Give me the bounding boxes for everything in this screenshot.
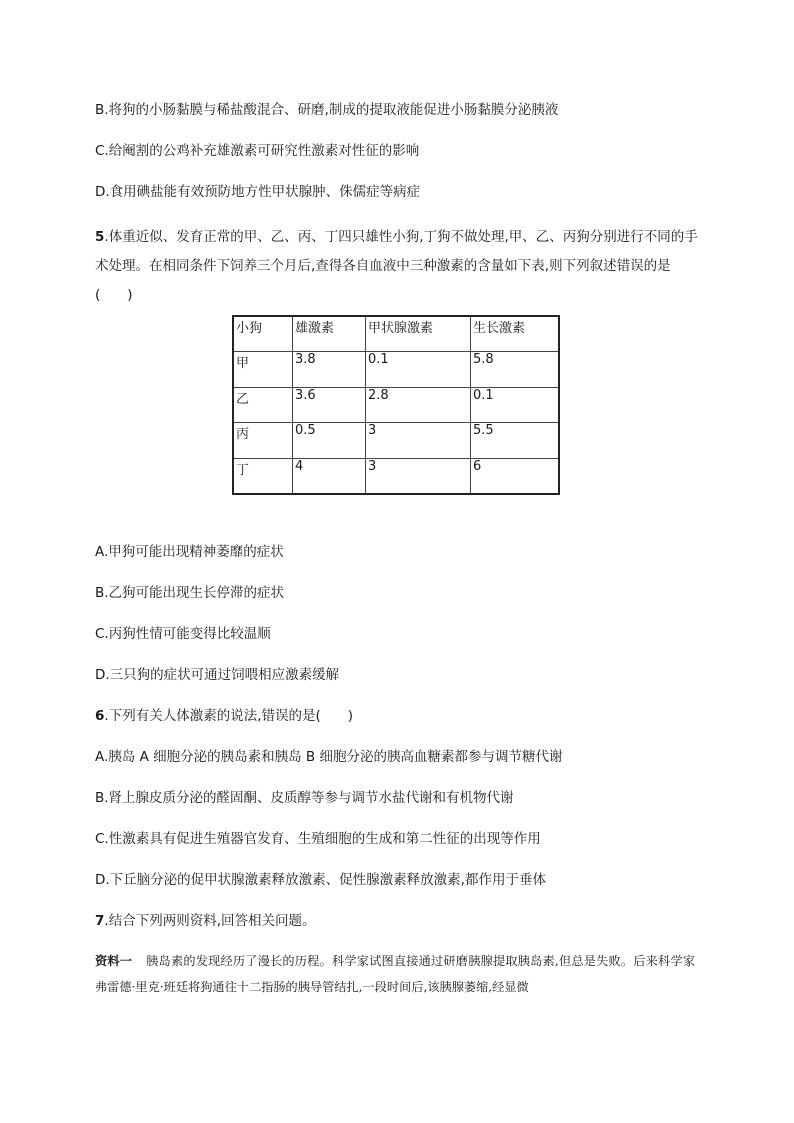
q5-stem-text: .体重近似、发育正常的甲、乙、丙、丁四只雄性小狗,丁狗不做处理,甲、乙、丙狗分别进行不同的手术处理。在相同条件下饲养三个月后,查得各自血液中三种激素的含量如下表,则下列叙述错误的是( ) bbox=[95, 229, 698, 303]
q4-option-b: B.将狗的小肠黏膜与稀盐酸混合、研磨,制成的提取液能促进小肠黏膜分泌胰液 bbox=[95, 102, 559, 118]
table-cell: 0.5 bbox=[293, 423, 366, 458]
table-cell: 5.5 bbox=[471, 423, 560, 458]
table-header: 小狗 bbox=[233, 316, 293, 352]
material-tag: 资料一 bbox=[95, 954, 133, 968]
table-header: 甲状腺激素 bbox=[366, 316, 471, 352]
table-cell: 5.8 bbox=[471, 352, 560, 387]
table-cell: 2.8 bbox=[366, 387, 471, 422]
table-cell: 3.6 bbox=[293, 387, 366, 422]
q7-stem-text: .结合下列两则资料,回答相关问题。 bbox=[104, 913, 316, 929]
q6-stem-text: .下列有关人体激素的说法,错误的是( ) bbox=[104, 708, 354, 724]
table-row bbox=[233, 387, 559, 422]
q6-option-c: C.性激素具有促进生殖器官发育、生殖细胞的生成和第二性征的出现等作用 bbox=[95, 831, 541, 847]
table-header: 雄激素 bbox=[293, 316, 366, 352]
q5-option-c: C.丙狗性情可能变得比较温顺 bbox=[95, 626, 271, 642]
q7-stem bbox=[95, 912, 316, 930]
q5-number: 5 bbox=[95, 229, 105, 245]
table-cell: 3.8 bbox=[293, 352, 366, 387]
table-cell: 丁 bbox=[233, 458, 293, 494]
table-cell: 乙 bbox=[233, 387, 293, 422]
q6-number: 6 bbox=[95, 708, 105, 724]
q6-option-b: B.肾上腺皮质分泌的醛固酮、皮质醇等参与调节水盐代谢和有机物代谢 bbox=[95, 790, 514, 806]
q5-option-d: D.三只狗的症状可通过饲喂相应激素缓解 bbox=[95, 667, 340, 683]
table-row bbox=[233, 423, 559, 458]
q5-option-a: A.甲狗可能出现精神萎靡的症状 bbox=[95, 544, 284, 560]
table-header: 生长激素 bbox=[471, 316, 560, 352]
table-row bbox=[233, 352, 559, 387]
q6-stem bbox=[95, 707, 353, 725]
table-header-row bbox=[233, 316, 559, 352]
material-text: 胰岛素的发现经历了漫长的历程。科学家试图直接通过研磨胰腺提取胰岛素,但总是失败。后来科学家弗雷德·里克·班廷将狗通往十二指肠的胰导管结扎,一段时间后,该胰腺萎缩,经显微 bbox=[95, 954, 696, 994]
table-cell: 0.1 bbox=[366, 352, 471, 387]
table-row bbox=[233, 458, 559, 494]
table-cell: 丙 bbox=[233, 423, 293, 458]
table-cell: 甲 bbox=[233, 352, 293, 387]
table-cell: 3 bbox=[366, 423, 471, 458]
q5-stem bbox=[95, 223, 705, 310]
table-cell: 0.1 bbox=[471, 387, 560, 422]
q6-option-a: A.胰岛 A 细胞分泌的胰岛素和胰岛 B 细胞分泌的胰高血糖素都参与调节糖代谢 bbox=[95, 749, 563, 765]
table-cell: 6 bbox=[471, 458, 560, 494]
q6-option-d: D.下丘脑分泌的促甲状腺激素释放激素、促性腺激素释放激素,都作用于垂体 bbox=[95, 872, 546, 888]
table-cell: 4 bbox=[293, 458, 366, 494]
table-cell: 3 bbox=[366, 458, 471, 494]
q5-option-b: B.乙狗可能出现生长停滞的症状 bbox=[95, 585, 285, 601]
q7-number: 7 bbox=[95, 913, 105, 929]
q4-option-c: C.给阉割的公鸡补充雄激素可研究性激素对性征的影响 bbox=[95, 143, 420, 159]
q4-option-d: D.食用碘盐能有效预防地方性甲状腺肿、侏儒症等病症 bbox=[95, 184, 421, 200]
q7-material-one bbox=[95, 948, 695, 1000]
hormone-table bbox=[232, 315, 560, 495]
